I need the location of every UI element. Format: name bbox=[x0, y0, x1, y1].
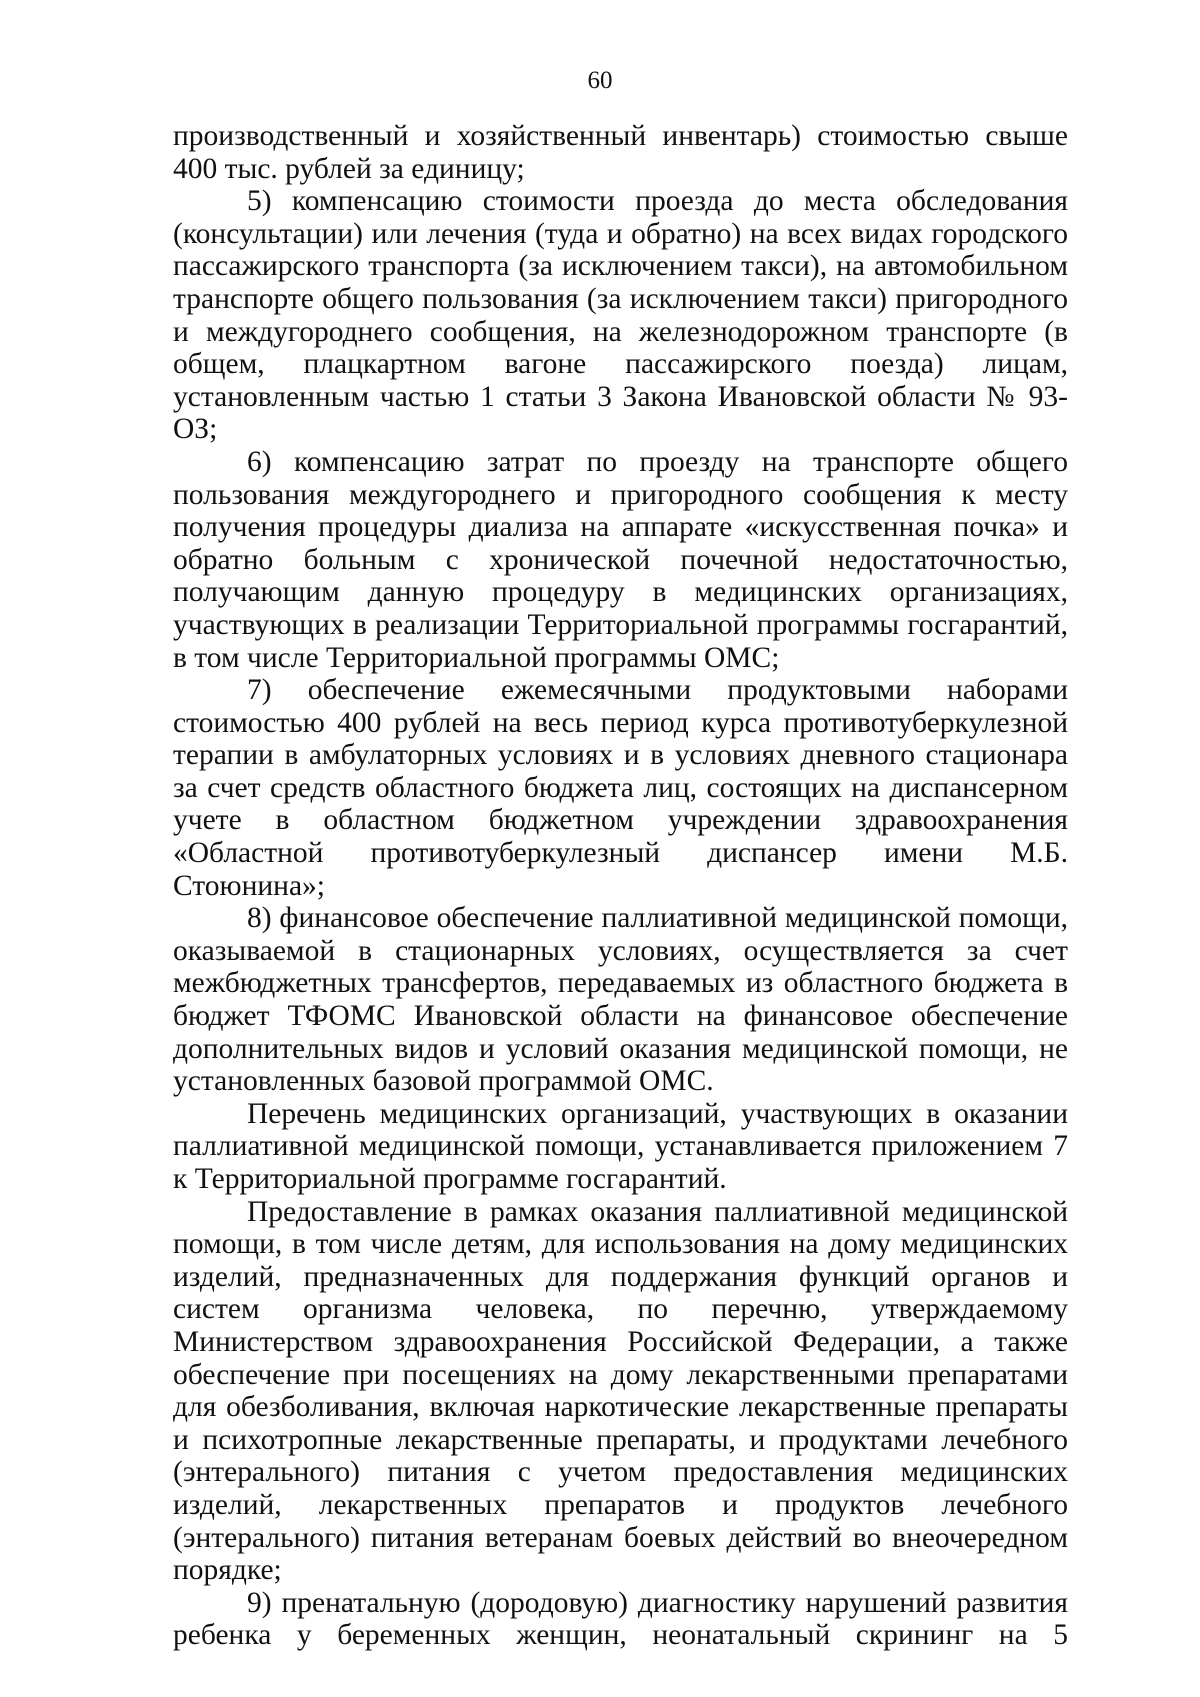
paragraph-item-6-dialysis-travel: 6) компенсацию затрат по проезду на транспорте общего пользования междугороднего и пригородного сообщения к месту получения процедуры диализа на аппарате «искусственная почка» и обратно больным с хронической почечной недостаточностью, получающим данную процедуру в медицинских организациях, участвующих в реализации Территориальной программы госгарантий, в том числе Территориальной программы ОМС; bbox=[173, 445, 1068, 674]
paragraph-item-9-prenatal-diagnostics: 9) пренатальную (дородовую) диагностику нарушений развития ребенка у беременных женщин, неонатальный скрининг на 5 bbox=[173, 1586, 1068, 1652]
page-number: 60 bbox=[587, 67, 613, 94]
paragraph-item-8-palliative-funding: 8) финансовое обеспечение паллиативной медицинской помощи, оказываемой в стационарных условиях, осуществляется за счет межбюджетных трансфертов, передаваемых из областного бюджета в бюджет ТФОМС Ивановской области на финансовое обеспечение дополнительных видов и условий оказания медицинской помощи, не установленных базовой программой ОМС. bbox=[173, 902, 1068, 1098]
paragraph-item-7-food-sets: 7) обеспечение ежемесячными продуктовыми наборами стоимостью 400 рублей на весь период курса противотуберкулезной терапии в амбулаторных условиях и в условиях дневного стационара за счет средств областного бюджета лиц, состоящих на диспансерном учете в областном бюджетном учреждении здравоохранения «Областной противотуберкулезный диспансер имени М.Б. Стоюнина»; bbox=[173, 674, 1068, 902]
paragraph-palliative-organizations: Перечень медицинских организаций, участвующих в оказании паллиативной медицинской помощи, устанавливается приложением 7 к Территориальной программе госгарантий. bbox=[173, 1097, 1068, 1195]
paragraph-palliative-home-provision: Предоставление в рамках оказания паллиативной медицинской помощи, в том числе детям, для использования на дому медицинских изделий, предназначенных для поддержания функций органов и систем организма человека, по перечню, утверждаемому Министерством здравоохранения Российской Федерации, а также обеспечение при посещениях на дому лекарственными препаратами для обезболивания, включая наркотические лекарственные препараты и психотропные лекарственные препараты, и продуктами лечебного (энтерального) питания с учетом предоставления медицинских изделий, лекарственных препаратов и продуктов лечебного (энтерального) питания ветеранам боевых действий во внеочередном порядке; bbox=[173, 1195, 1068, 1587]
paragraph-item-5-travel-compensation: 5) компенсацию стоимости проезда до места обследования (консультации) или лечения (туда и обратно) на всех видах городского пассажирского транспорта (за исключением такси), на автомобильном транспорте общего пользования (за исключением такси) пригородного и междугороднего сообщения, на железнодорожном транспорте (в общем, плацкартном вагоне пассажирского поезда) лицам, установленным частью 1 статьи 3 Закона Ивановской области № 93-ОЗ; bbox=[173, 185, 1068, 446]
paragraph-inventory-continuation: производственный и хозяйственный инвентарь) стоимостью свыше 400 тыс. рублей за единицу; bbox=[173, 120, 1068, 185]
document-body bbox=[173, 120, 1068, 1652]
